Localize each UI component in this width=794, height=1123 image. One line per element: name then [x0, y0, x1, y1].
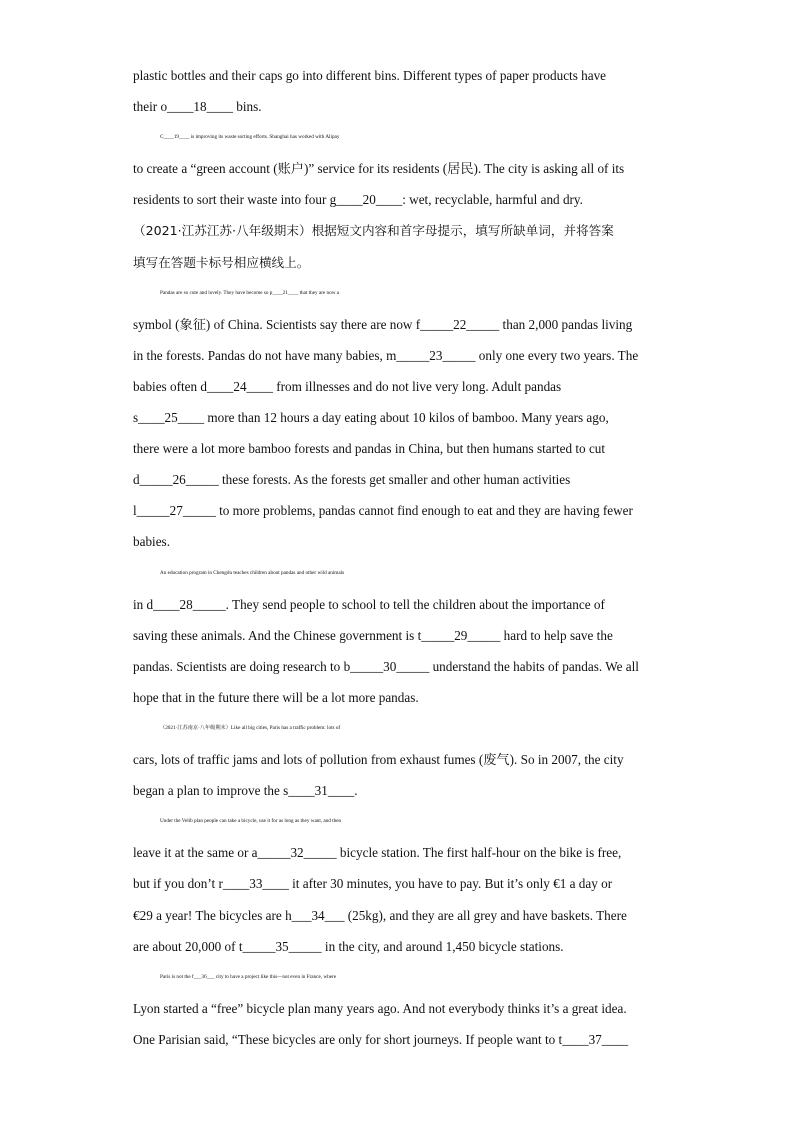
- text-line: their o____18____ bins.: [133, 99, 262, 115]
- text-line: hope that in the future there will be a lot more pandas.: [133, 689, 419, 705]
- text-line: began a plan to improve the s____31____.: [133, 783, 358, 799]
- text-line: but if you don’t r____33____ it after 30 minutes, you have to pay. But it’s only €1 a day or: [133, 876, 613, 892]
- text-line: in the forests. Pandas do not have many babies, m_____23_____ only one every two years. The: [133, 347, 639, 363]
- text-line: saving these animals. And the Chinese government is t_____29_____ hard to help save the: [133, 627, 613, 643]
- section-heading-line: （2021·江苏南京·八年级期末）Like all big cities, Paris has a traffic problem: lots of: [160, 724, 341, 731]
- text-line: residents to sort their waste into four g____20____: wet, recyclable, harmful and dry.: [133, 192, 583, 208]
- text-line: babies.: [133, 534, 170, 550]
- text-line: An education program in Chengdu teaches children about pandas and other wild animals: [160, 569, 345, 576]
- text-line: to create a “green account (账户)” service for its residents (居民). The city is asking all of its: [133, 161, 625, 177]
- text-line: l_____27_____ to more problems, pandas cannot find enough to eat and they are having fewer: [133, 503, 633, 519]
- text-line: babies often d____24____ from illnesses and do not live very long. Adult pandas: [133, 378, 562, 394]
- text-line: symbol (象征) of China. Scientists say there are now f_____22_____ than 2,000 pandas living: [133, 316, 633, 332]
- text-line: pandas. Scientists are doing research to b_____30_____ understand the habits of pandas. We all: [133, 658, 639, 674]
- text-line: in d____28_____. They send people to school to tell the children about the importance of: [133, 596, 605, 612]
- text-line: are about 20,000 of t_____35_____ in the city, and around 1,450 bicycle stations.: [133, 938, 564, 954]
- text-line: leave it at the same or a_____32_____ bicycle station. The first half-hour on the bike is free,: [133, 845, 622, 861]
- text-line: Lyon started a “free” bicycle plan many years ago. And not everybody thinks it’s a great idea.: [133, 1000, 627, 1016]
- text-line: plastic bottles and their caps go into different bins. Different types of paper products have: [133, 68, 607, 83]
- text-line: Paris is not the f___36___ city to have a project like this—not even in France, where: [160, 973, 337, 980]
- document-page: [133, 60, 663, 1055]
- text-line: Under the Velib plan people can take a bicycle, use it for as long as they want, and then: [160, 818, 342, 825]
- text-line: Pandas are so cute and lovely. They have become so p____21____ that they are now a: [160, 289, 340, 296]
- text-line: s____25____ more than 12 hours a day eating about 10 kilos of bamboo. Many years ago,: [133, 410, 609, 426]
- text-line: cars, lots of traffic jams and lots of pollution from exhaust fumes (废气). So in 2007, the city: [133, 752, 624, 768]
- text-line: C____19____ is improving its waste sorting efforts. Shanghai has worked with Alipay: [160, 134, 340, 141]
- text-line: there were a lot more bamboo forests and pandas in China, but then humans started to cut: [133, 441, 606, 457]
- text-line: d_____26_____ these forests. As the forests get smaller and other human activities: [133, 472, 571, 488]
- section-heading-line: 填写在答题卡标号相应横线上。: [133, 254, 310, 270]
- text-line: One Parisian said, “These bicycles are only for short journeys. If people want to t____37____: [133, 1031, 629, 1047]
- text-line: €29 a year! The bicycles are h___34___ (25kg), and they are all grey and have baskets. There: [133, 907, 627, 923]
- section-heading-line: （2021·江苏江苏·八年级期末）根据短文内容和首字母提示，填写所缺单词，并将答案: [133, 223, 614, 239]
